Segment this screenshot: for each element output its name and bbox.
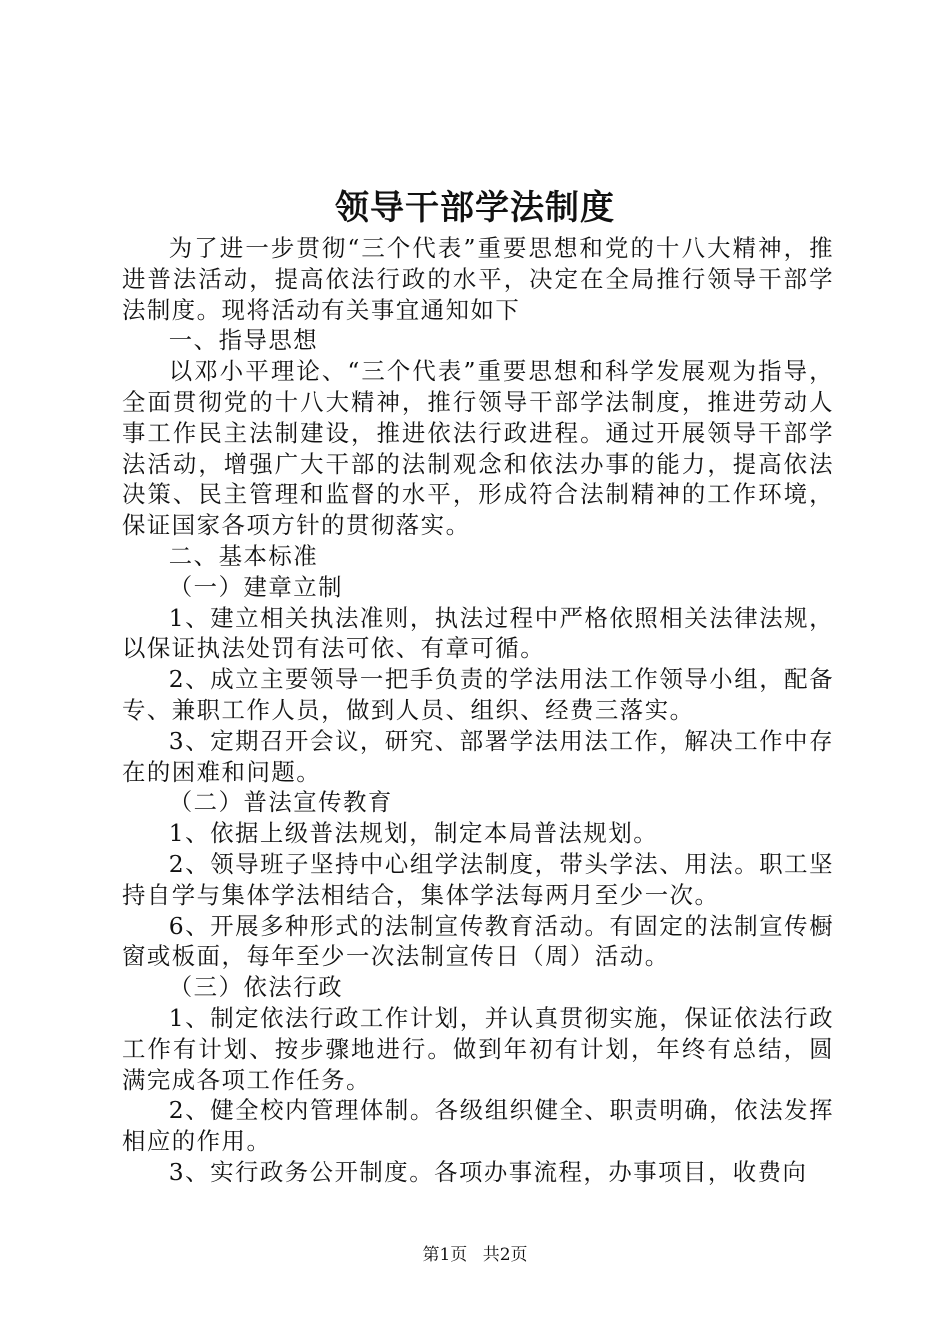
list-item: 2、领导班子坚持中心组学法制度，带头学法、用法。职工坚持自学与集体学法相结合，集体学法每两月至少一次。 — [122, 849, 834, 909]
page-number: 第1页 — [422, 1245, 468, 1265]
page-total: 共2页 — [482, 1245, 528, 1265]
document-body — [122, 233, 834, 1188]
list-item: 2、健全校内管理体制。各级组织健全、职责明确，依法发挥相应的作用。 — [122, 1096, 834, 1156]
intro-paragraph: 为了进一步贯彻“三个代表”重要思想和党的十八大精神，推进普法活动，提高依法行政的水平，决定在全局推行领导干部学法制度。现将活动有关事宜通知如下 — [122, 234, 834, 324]
body-paragraph: 以邓小平理论、“三个代表”重要思想和科学发展观为指导，全面贯彻党的十八大精神，推行领导干部学法制度，推进劳动人事工作民主法制建设，推进依法行政进程。通过开展领导干部学法活动，增强广大干部的法制观念和依法办事的能力，提高依法决策、民主管理和监督的水平，形成符合法制精神的工作环境，保证国家各项方针的贯彻落实。 — [122, 357, 834, 540]
list-item: 3、定期召开会议，研究、部署学法用法工作，解决工作中存在的困难和问题。 — [122, 726, 834, 786]
list-item: 1、制定依法行政工作计划，并认真贯彻实施，保证依法行政工作有计划、按步骤地进行。做到年初有计划，年终有总结，圆满完成各项工作任务。 — [122, 1003, 834, 1094]
document-title: 领导干部学法制度 — [335, 188, 615, 228]
section-heading: 二、基本标准 — [168, 541, 319, 570]
subsection-heading: （一）建章立制 — [168, 572, 344, 601]
list-item: 2、成立主要领导一把手负责的学法用法工作领导小组，配备专、兼职工作人员，做到人员、组织、经费三落实。 — [122, 665, 834, 724]
list-item: 1、依据上级普法规划，制定本局普法规划。 — [168, 819, 659, 848]
list-item: 6、开展多种形式的法制宣传教育活动。有固定的法制宣传橱窗或板面，每年至少一次法制宣传日（周）活动。 — [122, 911, 834, 971]
list-item: 1、建立相关执法准则，执法过程中严格依照相关法律法规，以保证执法处罚有法可依、有章可循。 — [122, 603, 834, 663]
list-item: 3、实行政务公开制度。各项办事流程，办事项目，收费向 — [168, 1157, 808, 1186]
subsection-heading: （三）依法行政 — [168, 973, 344, 1002]
section-heading: 一、指导思想 — [168, 326, 319, 355]
subsection-heading: （二）普法宣传教育 — [168, 788, 393, 817]
page-footer — [0, 1243, 950, 1267]
